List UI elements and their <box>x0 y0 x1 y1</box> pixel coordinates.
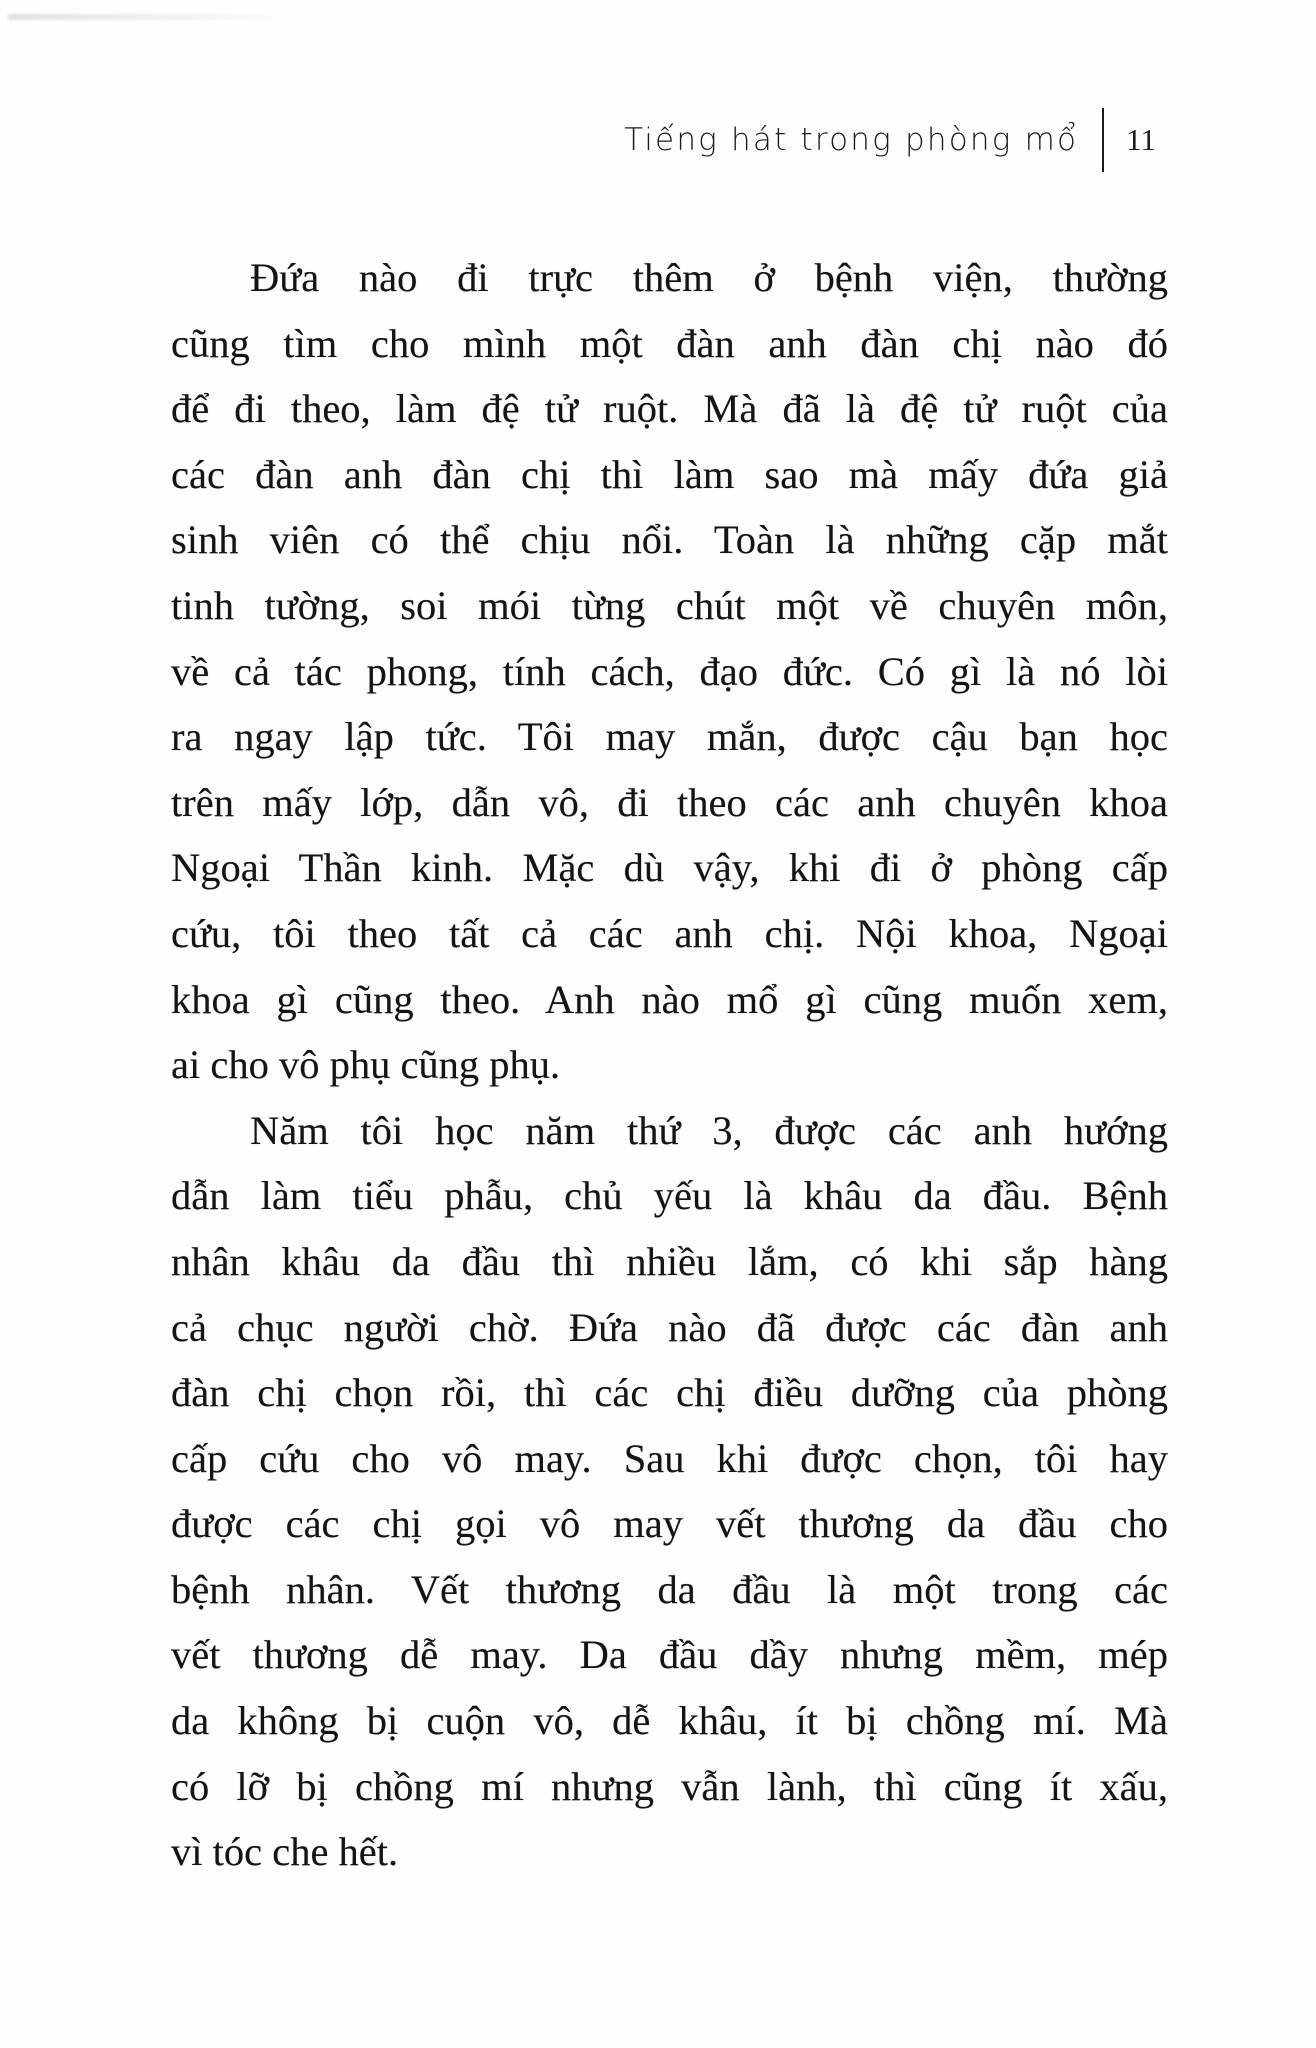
text-line: ra ngay lập tức. Tôi may mắn, được cậu bạn học <box>171 714 1168 760</box>
body-text <box>171 245 1168 1885</box>
text-line: vì tóc che hết. <box>171 1829 399 1875</box>
text-line: cấp cứu cho vô may. Sau khi được chọn, tôi hay <box>171 1435 1168 1481</box>
header-divider <box>1102 108 1104 172</box>
text-line: trên mấy lớp, dẫn vô, đi theo các anh chuyên khoa <box>171 779 1168 825</box>
text-line: Ngoại Thần kinh. Mặc dù vậy, khi đi ở phòng cấp <box>171 845 1168 891</box>
text-line: nhân khâu da đầu thì nhiều lắm, có khi sắp hàng <box>171 1238 1168 1284</box>
running-header <box>624 100 1156 180</box>
text-line: để đi theo, làm đệ tử ruột. Mà đã là đệ tử ruột của <box>171 386 1168 432</box>
text-line: Năm tôi học năm thứ 3, được các anh hướng <box>250 1107 1168 1153</box>
text-line: cứu, tôi theo tất cả các anh chị. Nội khoa, Ngoại <box>171 910 1168 956</box>
text-line: vết thương dễ may. Da đầu dầy nhưng mềm, mép <box>171 1632 1168 1678</box>
text-line: đàn chị chọn rồi, thì các chị điều dưỡng của phòng <box>171 1370 1168 1416</box>
text-line: tinh tường, soi mói từng chút một về chuyên môn, <box>171 582 1168 628</box>
text-line: bệnh nhân. Vết thương da đầu là một trong các <box>171 1566 1168 1612</box>
text-line: da không bị cuộn vô, dễ khâu, ít bị chồng mí. Mà <box>171 1698 1168 1744</box>
text-line: cả chục người chờ. Đứa nào đã được các đàn anh <box>171 1304 1168 1350</box>
chapter-title: Tiếng hát trong phòng mổ <box>624 122 1079 158</box>
text-line: sinh viên có thể chịu nổi. Toàn là những cặp mắt <box>171 517 1168 563</box>
text-line: cũng tìm cho mình một đàn anh đàn chị nào đó <box>171 320 1168 366</box>
text-line: dẫn làm tiểu phẫu, chủ yếu là khâu da đầu. Bệnh <box>171 1173 1168 1219</box>
text-line: được các chị gọi vô may vết thương da đầu cho <box>171 1501 1168 1547</box>
page-number: 11 <box>1126 122 1156 157</box>
text-line: về cả tác phong, tính cách, đạo đức. Có gì là nó lòi <box>171 648 1168 694</box>
text-line: các đàn anh đàn chị thì làm sao mà mấy đứa giả <box>171 451 1168 497</box>
paragraph-2 <box>171 1098 1168 1885</box>
text-line: Đứa nào đi trực thêm ở bệnh viện, thường <box>250 255 1168 300</box>
text-line: có lỡ bị chồng mí nhưng vẫn lành, thì cũng ít xấu, <box>171 1763 1168 1809</box>
paragraph-1 <box>171 245 1168 1098</box>
text-line: ai cho vô phụ cũng phụ. <box>171 1042 561 1088</box>
scan-edge-shadow <box>8 14 308 20</box>
text-line: khoa gì cũng theo. Anh nào mổ gì cũng muốn xem, <box>171 976 1168 1022</box>
